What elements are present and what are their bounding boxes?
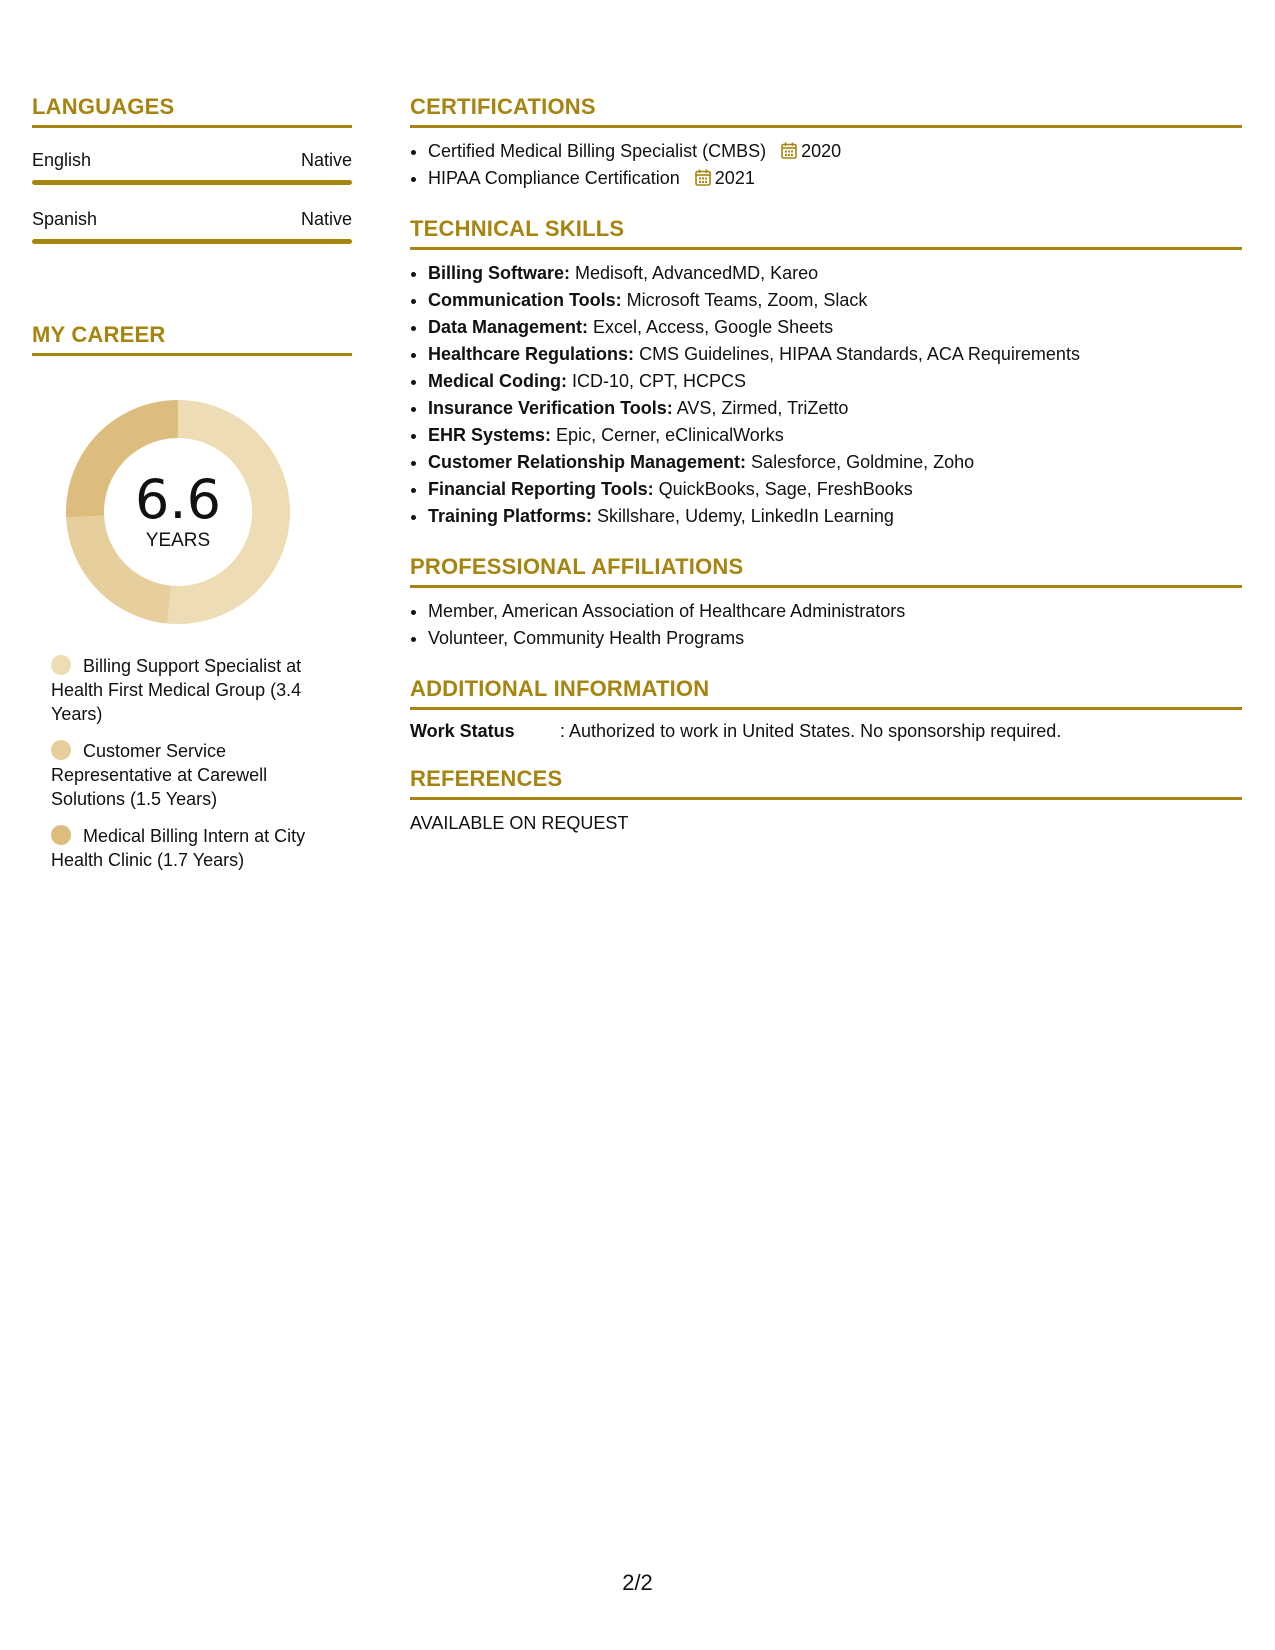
career-total-years: 6.6 (135, 468, 221, 531)
skill-label: Healthcare Regulations: (428, 344, 635, 364)
certification-item (428, 165, 1242, 192)
skill-item (428, 503, 1242, 530)
language-level: Native (300, 209, 352, 229)
career-donut-chart (32, 378, 352, 616)
legend-text: Medical Billing Intern at City Health Clinic (1.7 Years) (51, 826, 306, 870)
languages-list (32, 128, 352, 244)
legend-item (51, 654, 341, 726)
legend-dot-icon (51, 740, 71, 760)
skill-label: EHR Systems: (428, 425, 552, 445)
certifications-list (410, 138, 1242, 192)
skill-label: Billing Software: (428, 263, 571, 283)
skill-value: Epic, Cerner, eClinicalWorks (551, 425, 784, 445)
skill-value: Microsoft Teams, Zoom, Slack (621, 290, 868, 310)
languages-heading: LANGUAGES (32, 94, 352, 128)
affiliation-item: • Volunteer, Community Health Programs (428, 625, 1242, 652)
skill-value: ICD-10, CPT, HCPCS (567, 371, 747, 391)
skill-item (428, 476, 1242, 503)
certifications-heading: CERTIFICATIONS (410, 94, 1242, 128)
skill-item (428, 422, 1242, 449)
language-row (32, 128, 352, 180)
language-level: Native (300, 150, 352, 170)
skill-value: CMS Guidelines, HIPAA Standards, ACA Requirements (634, 344, 1080, 364)
technical-skills-heading: TECHNICAL SKILLS (410, 216, 1242, 250)
legend-item (51, 824, 341, 872)
legend-text: Customer Service Representative at Carewell Solutions (1.5 Years) (51, 741, 268, 809)
additional-info-heading: ADDITIONAL INFORMATION (410, 676, 1242, 710)
skill-value: AVS, Zirmed, TriZetto (672, 398, 849, 418)
skill-label: Customer Relationship Management: (428, 452, 747, 472)
skill-value: Excel, Access, Google Sheets (588, 317, 834, 337)
legend-dot-icon (51, 825, 71, 845)
legend-dot-icon (51, 655, 71, 675)
certification-name: HIPAA Compliance Certification (428, 168, 680, 188)
affiliations-list (410, 598, 1242, 652)
work-status-label: Work Status (410, 721, 515, 741)
skill-label: Insurance Verification Tools: (428, 398, 673, 418)
language-name: Spanish (32, 209, 98, 229)
affiliations-heading: PROFESSIONAL AFFILIATIONS (410, 554, 1242, 588)
main-column (410, 94, 1242, 834)
skill-item (428, 314, 1242, 341)
skill-label: Training Platforms: (428, 506, 593, 526)
donut-center (66, 400, 290, 624)
page-number: 2/2 (622, 1570, 653, 1595)
skill-value: Salesforce, Goldmine, Zoho (746, 452, 975, 472)
legend-item (51, 739, 341, 811)
skill-item (428, 368, 1242, 395)
work-status-row (410, 720, 1242, 742)
calendar-icon (781, 142, 797, 159)
certification-item (428, 138, 1242, 165)
skill-label: Medical Coding: (428, 371, 567, 391)
affiliation-item: • Member, American Association of Healthcare Administrators (428, 598, 1242, 625)
skill-item (428, 341, 1242, 368)
skill-item (428, 395, 1242, 422)
skill-item (428, 287, 1242, 314)
skill-item (428, 449, 1242, 476)
career-heading: MY CAREER (32, 322, 352, 356)
references-heading: REFERENCES (410, 766, 1242, 800)
calendar-icon (695, 169, 711, 186)
career-total-unit: YEARS (145, 530, 211, 551)
language-level-bar (32, 239, 352, 244)
certification-year: 2020 (801, 141, 842, 161)
skill-value: QuickBooks, Sage, FreshBooks (653, 479, 913, 499)
certification-name: Certified Medical Billing Specialist (CMBS) (428, 141, 767, 161)
skill-value: Skillshare, Udemy, LinkedIn Learning (592, 506, 894, 526)
skill-label: Data Management: (428, 317, 589, 337)
language-name: English (32, 150, 92, 170)
work-status-value: : Authorized to work in United States. No sponsorship required. (560, 721, 1062, 741)
skill-label: Financial Reporting Tools: (428, 479, 654, 499)
sidebar (32, 94, 352, 885)
skill-label: Communication Tools: (428, 290, 622, 310)
legend-text: Billing Support Specialist at Health First Medical Group (3.4 Years) (51, 656, 302, 724)
references-text: AVAILABLE ON REQUEST (410, 813, 629, 833)
career-legend (51, 654, 341, 872)
certification-year: 2021 (714, 168, 755, 188)
language-row (32, 185, 352, 239)
skill-value: Medisoft, AdvancedMD, Kareo (570, 263, 819, 283)
technical-skills-list (410, 260, 1242, 530)
skill-item (428, 260, 1242, 287)
